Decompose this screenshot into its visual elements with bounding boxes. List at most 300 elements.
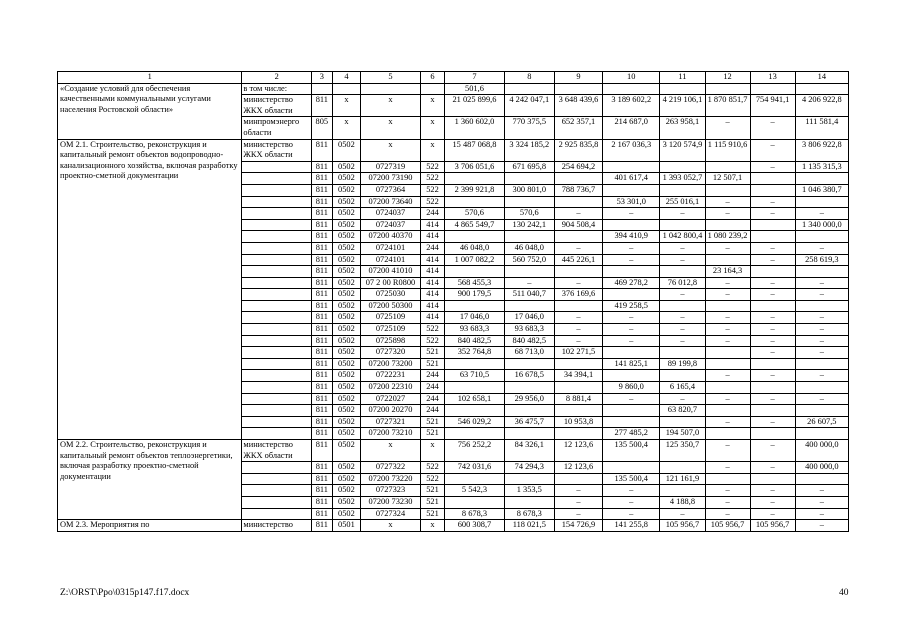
table-cell: 521 — [420, 428, 445, 440]
table-cell: 522 — [420, 161, 445, 173]
table-cell — [504, 496, 554, 508]
table-cell: 0727323 — [361, 485, 420, 497]
table-row — [58, 440, 849, 462]
table-cell: – — [705, 393, 750, 405]
table-row — [58, 83, 849, 95]
table-cell: – — [705, 416, 750, 428]
table-cell: 10 953,8 — [554, 416, 602, 428]
table-cell: 2 399 921,8 — [445, 184, 504, 196]
table-cell: – — [705, 440, 750, 462]
table-cell: 401 617,4 — [603, 173, 660, 185]
table-cell: 12 507,1 — [705, 173, 750, 185]
table-cell: 445 226,1 — [554, 254, 602, 266]
table-cell: 0724101 — [361, 254, 420, 266]
table-cell: 414 — [420, 312, 445, 324]
table-cell — [554, 196, 602, 208]
table-cell: 63 820,7 — [660, 405, 705, 417]
column-number: 11 — [660, 72, 705, 84]
table-cell: 23 164,3 — [705, 266, 750, 278]
table-cell — [705, 347, 750, 359]
table-cell — [504, 266, 554, 278]
table-cell: – — [750, 254, 795, 266]
table-cell: – — [554, 312, 602, 324]
table-cell: 469 278,2 — [603, 277, 660, 289]
table-cell: x — [361, 520, 420, 532]
table-cell: 1 870 851,7 — [705, 95, 750, 117]
executor-cell — [242, 370, 312, 382]
table-cell: 376 169,6 — [554, 289, 602, 301]
table-cell: 0724037 — [361, 219, 420, 231]
table-cell: 0502 — [332, 289, 361, 301]
table-cell: 0502 — [332, 266, 361, 278]
table-cell — [660, 462, 705, 474]
executor-cell — [242, 508, 312, 520]
table-cell — [660, 347, 705, 359]
table-cell — [504, 231, 554, 243]
table-cell: – — [750, 485, 795, 497]
table-cell: – — [795, 508, 848, 520]
column-number: 6 — [420, 72, 445, 84]
table-cell: – — [750, 416, 795, 428]
table-cell: – — [795, 289, 848, 301]
table-cell: 811 — [312, 496, 332, 508]
table-cell: 0502 — [332, 242, 361, 254]
table-cell: – — [750, 440, 795, 462]
table-cell — [504, 173, 554, 185]
table-cell — [504, 405, 554, 417]
program-name: ОМ 2.3. Мероприятия по — [58, 520, 242, 532]
program-name: ОМ 2.1. Строительство, реконструкция и капитальный ремонт объектов водопроводно-канализационного хозяйства, включая разработку проектно-сметной документации — [58, 139, 242, 439]
table-cell — [504, 196, 554, 208]
table-cell: 521 — [420, 508, 445, 520]
column-number: 2 — [242, 72, 312, 84]
table-cell: 3 806 922,8 — [795, 139, 848, 161]
table-cell: 07200 22310 — [361, 382, 420, 394]
table-cell: – — [750, 277, 795, 289]
table-cell: 0502 — [332, 324, 361, 336]
table-cell: – — [603, 393, 660, 405]
table-cell: 521 — [420, 496, 445, 508]
table-cell — [660, 485, 705, 497]
table-cell — [660, 370, 705, 382]
table-cell: 671 695,8 — [504, 161, 554, 173]
table-cell — [660, 416, 705, 428]
table-cell — [705, 405, 750, 417]
table-cell: 0727364 — [361, 184, 420, 196]
table-cell: – — [603, 485, 660, 497]
table-cell — [312, 83, 332, 95]
table-cell — [445, 382, 504, 394]
table-cell: 811 — [312, 312, 332, 324]
executor-cell — [242, 312, 312, 324]
table-cell — [660, 300, 705, 312]
table-cell — [603, 219, 660, 231]
executor-cell — [242, 382, 312, 394]
table-cell: 0502 — [332, 393, 361, 405]
table-cell: 0502 — [332, 485, 361, 497]
table-cell: 214 687,0 — [603, 117, 660, 139]
page-number: 40 — [839, 588, 849, 598]
table-cell: – — [750, 117, 795, 139]
table-cell — [705, 184, 750, 196]
table-cell: x — [420, 95, 445, 117]
table-cell: – — [750, 508, 795, 520]
table-cell — [554, 231, 602, 243]
table-cell: 102 658,1 — [445, 393, 504, 405]
table-cell: – — [705, 485, 750, 497]
table-cell: 4 188,8 — [660, 496, 705, 508]
table-cell: 0722231 — [361, 370, 420, 382]
table-cell: 811 — [312, 347, 332, 359]
table-cell: 4 242 047,1 — [504, 95, 554, 117]
table-cell: 6 165,4 — [660, 382, 705, 394]
table-cell: 1 393 052,7 — [660, 173, 705, 185]
table-cell — [795, 231, 848, 243]
table-cell — [705, 473, 750, 485]
table-cell: 244 — [420, 208, 445, 220]
table-cell: 0724037 — [361, 208, 420, 220]
table-cell: 805 — [312, 117, 332, 139]
table-cell: – — [750, 139, 795, 161]
table-cell — [705, 83, 750, 95]
executor-cell: министерство ЖКХ области — [242, 139, 312, 161]
table-cell — [332, 83, 361, 95]
table-cell: 811 — [312, 428, 332, 440]
table-cell — [445, 428, 504, 440]
program-name: ОМ 2.2. Строительство, реконструкция и капитальный ремонт объектов теплоэнергетики, включая разработку проектно-сметной документации — [58, 440, 242, 520]
table-cell — [660, 83, 705, 95]
table-cell: 141 825,1 — [603, 358, 660, 370]
table-cell: – — [750, 462, 795, 474]
table-cell — [750, 358, 795, 370]
table-cell: 254 694,2 — [554, 161, 602, 173]
executor-cell — [242, 358, 312, 370]
table-cell: 811 — [312, 231, 332, 243]
table-cell: 0502 — [332, 462, 361, 474]
column-number: 3 — [312, 72, 332, 84]
table-cell — [603, 405, 660, 417]
table-cell: 811 — [312, 289, 332, 301]
table-cell: 8 678,3 — [504, 508, 554, 520]
table-cell: – — [603, 335, 660, 347]
table-cell — [795, 405, 848, 417]
executor-cell — [242, 266, 312, 278]
table-cell: x — [361, 139, 420, 161]
table-cell — [603, 83, 660, 95]
table-cell — [750, 300, 795, 312]
column-number: 4 — [332, 72, 361, 84]
table-cell: 900 179,5 — [445, 289, 504, 301]
table-cell: – — [705, 370, 750, 382]
table-cell: 1 080 239,2 — [705, 231, 750, 243]
table-cell: – — [750, 393, 795, 405]
column-number-row — [58, 72, 849, 84]
table-cell: 840 482,5 — [445, 335, 504, 347]
table-cell: – — [660, 508, 705, 520]
table-cell: 34 394,1 — [554, 370, 602, 382]
table-cell: 600 308,7 — [445, 520, 504, 532]
table-cell — [445, 496, 504, 508]
executor-cell — [242, 208, 312, 220]
table-cell: 811 — [312, 416, 332, 428]
table-cell: 0502 — [332, 370, 361, 382]
table-cell — [445, 196, 504, 208]
table-cell: 4 219 106,1 — [660, 95, 705, 117]
executor-cell: минпромэнерго области — [242, 117, 312, 139]
table-cell: 07200 41010 — [361, 266, 420, 278]
table-cell — [750, 266, 795, 278]
table-cell: 84 326,1 — [504, 440, 554, 462]
table-cell: x — [420, 139, 445, 161]
table-cell: 522 — [420, 335, 445, 347]
table-cell: x — [420, 440, 445, 462]
table-cell: 1 360 602,0 — [445, 117, 504, 139]
table-cell: 414 — [420, 289, 445, 301]
table-cell: 0725109 — [361, 312, 420, 324]
table-row — [58, 520, 849, 532]
table-cell: 0502 — [332, 312, 361, 324]
table-cell: 0727319 — [361, 161, 420, 173]
table-cell: 135 500,4 — [603, 473, 660, 485]
table-cell: 414 — [420, 266, 445, 278]
table-cell: 2 925 835,8 — [554, 139, 602, 161]
table-cell: 0502 — [332, 254, 361, 266]
table-cell: 07200 73210 — [361, 428, 420, 440]
table-cell: 568 455,3 — [445, 277, 504, 289]
table-cell: – — [795, 335, 848, 347]
table-cell: 0502 — [332, 358, 361, 370]
table-cell: 9 860,0 — [603, 382, 660, 394]
table-cell: 1 046 380,7 — [795, 184, 848, 196]
table-cell — [750, 405, 795, 417]
table-cell: 76 012,8 — [660, 277, 705, 289]
table-cell: 811 — [312, 473, 332, 485]
table-cell: – — [705, 117, 750, 139]
table-cell: 0502 — [332, 405, 361, 417]
table-cell: 07200 73220 — [361, 473, 420, 485]
table-cell: 0727322 — [361, 462, 420, 474]
table-cell: – — [603, 496, 660, 508]
table-cell: 8 881,4 — [554, 393, 602, 405]
table-cell — [504, 428, 554, 440]
table-cell: 154 726,9 — [554, 520, 602, 532]
table-cell: – — [603, 508, 660, 520]
table-cell: 0502 — [332, 508, 361, 520]
executor-cell — [242, 254, 312, 266]
table-cell: 2 167 036,3 — [603, 139, 660, 161]
table-cell: 1 135 315,3 — [795, 161, 848, 173]
table-cell — [603, 416, 660, 428]
table-cell: 135 500,4 — [603, 440, 660, 462]
table-cell: 560 752,0 — [504, 254, 554, 266]
table-cell: 17 046,0 — [445, 312, 504, 324]
executor-cell — [242, 473, 312, 485]
table-cell — [603, 184, 660, 196]
table-cell: – — [660, 335, 705, 347]
table-cell: 16 678,5 — [504, 370, 554, 382]
table-cell: 105 956,7 — [750, 520, 795, 532]
table-cell: – — [705, 289, 750, 301]
table-cell: – — [603, 312, 660, 324]
executor-cell — [242, 485, 312, 497]
table-cell: 12 123,6 — [554, 440, 602, 462]
table-cell: – — [795, 312, 848, 324]
table-cell — [705, 254, 750, 266]
table-cell: 811 — [312, 173, 332, 185]
executor-cell — [242, 405, 312, 417]
table-cell: 3 189 602,2 — [603, 95, 660, 117]
table-cell: 07200 20270 — [361, 405, 420, 417]
table-cell: – — [750, 347, 795, 359]
table-cell: 501,6 — [445, 83, 504, 95]
table-cell — [603, 347, 660, 359]
table-cell: 811 — [312, 196, 332, 208]
table-cell: x — [332, 95, 361, 117]
table-cell: – — [705, 196, 750, 208]
table-cell: 0502 — [332, 473, 361, 485]
table-cell: 522 — [420, 473, 445, 485]
table-cell: 770 375,5 — [504, 117, 554, 139]
table-cell: 300 801,0 — [504, 184, 554, 196]
table-cell: 400 000,0 — [795, 462, 848, 474]
table-cell: 1 007 082,2 — [445, 254, 504, 266]
table-cell: 0502 — [332, 277, 361, 289]
table-cell: 521 — [420, 347, 445, 359]
table-cell: – — [795, 496, 848, 508]
table-cell: – — [705, 335, 750, 347]
table-cell: – — [750, 370, 795, 382]
table-cell: – — [660, 324, 705, 336]
table-cell: 0502 — [332, 219, 361, 231]
table-cell: – — [603, 254, 660, 266]
table-cell: – — [795, 208, 848, 220]
table-cell: – — [603, 208, 660, 220]
executor-cell — [242, 277, 312, 289]
program-name: «Создание условий для обеспечения качественными коммунальными услугами населения Ростовской области» — [58, 83, 242, 139]
table-cell: 102 271,5 — [554, 347, 602, 359]
table-cell: x — [361, 440, 420, 462]
table-cell — [795, 83, 848, 95]
table-row — [58, 139, 849, 161]
table-cell: 07200 73640 — [361, 196, 420, 208]
table-cell: – — [554, 496, 602, 508]
table-cell: 244 — [420, 393, 445, 405]
table-cell: – — [603, 242, 660, 254]
table-cell: 811 — [312, 405, 332, 417]
table-cell: 12 123,6 — [554, 462, 602, 474]
table-cell: x — [420, 520, 445, 532]
table-cell: 0501 — [332, 520, 361, 532]
table-cell: – — [750, 324, 795, 336]
table-cell — [750, 83, 795, 95]
table-cell — [750, 231, 795, 243]
table-cell: 93 683,3 — [445, 324, 504, 336]
table-cell: – — [504, 277, 554, 289]
table-cell: 0502 — [332, 139, 361, 161]
table-cell: 0502 — [332, 347, 361, 359]
table-cell: – — [554, 277, 602, 289]
table-cell: 07 2 00 R0800 — [361, 277, 420, 289]
budget-table — [57, 71, 849, 532]
executor-cell — [242, 184, 312, 196]
table-cell — [660, 161, 705, 173]
table-cell: 194 507,0 — [660, 428, 705, 440]
table-cell: 511 040,7 — [504, 289, 554, 301]
executor-cell — [242, 161, 312, 173]
table-cell: 522 — [420, 173, 445, 185]
table-cell — [554, 300, 602, 312]
table-cell: 244 — [420, 405, 445, 417]
column-number: 8 — [504, 72, 554, 84]
table-cell: – — [705, 242, 750, 254]
table-cell: 811 — [312, 520, 332, 532]
table-cell: 111 581,4 — [795, 117, 848, 139]
table-cell: 811 — [312, 242, 332, 254]
table-cell: 89 199,8 — [660, 358, 705, 370]
table-cell: 0502 — [332, 440, 361, 462]
table-cell: 4 206 922,8 — [795, 95, 848, 117]
table-cell: 15 487 068,8 — [445, 139, 504, 161]
table-cell: 36 475,7 — [504, 416, 554, 428]
table-cell: 0502 — [332, 196, 361, 208]
table-cell: 263 958,1 — [660, 117, 705, 139]
table-cell — [705, 428, 750, 440]
table-cell — [705, 161, 750, 173]
column-number: 10 — [603, 72, 660, 84]
table-cell: – — [554, 242, 602, 254]
table-cell — [795, 473, 848, 485]
table-cell — [445, 473, 504, 485]
table-cell: – — [750, 289, 795, 301]
table-cell: – — [660, 254, 705, 266]
table-cell: – — [705, 208, 750, 220]
table-cell: 414 — [420, 300, 445, 312]
table-cell: 394 410,9 — [603, 231, 660, 243]
file-path: Z:\ORST\Ppo\0315p147.f17.docx — [60, 588, 190, 598]
table-cell: – — [554, 208, 602, 220]
table-cell: 811 — [312, 440, 332, 462]
table-cell: 811 — [312, 358, 332, 370]
table-cell: 0502 — [332, 382, 361, 394]
table-cell — [750, 473, 795, 485]
table-cell — [705, 219, 750, 231]
table-cell: – — [660, 393, 705, 405]
executor-cell: министерство — [242, 520, 312, 532]
table-cell: 46 048,0 — [445, 242, 504, 254]
table-cell — [554, 382, 602, 394]
table-cell — [660, 266, 705, 278]
table-cell — [554, 428, 602, 440]
table-cell: 400 000,0 — [795, 440, 848, 462]
table-cell: 570,6 — [445, 208, 504, 220]
table-cell: 63 710,5 — [445, 370, 504, 382]
table-cell — [750, 428, 795, 440]
table-cell: 811 — [312, 393, 332, 405]
table-cell: – — [795, 370, 848, 382]
table-cell — [504, 300, 554, 312]
table-cell — [420, 83, 445, 95]
column-number: 13 — [750, 72, 795, 84]
table-cell: 0727324 — [361, 508, 420, 520]
table-cell: – — [554, 324, 602, 336]
table-cell: 522 — [420, 184, 445, 196]
table-cell: 0727320 — [361, 347, 420, 359]
executor-cell — [242, 242, 312, 254]
executor-cell — [242, 289, 312, 301]
table-cell: 0502 — [332, 208, 361, 220]
table-cell: 0502 — [332, 416, 361, 428]
table-cell: – — [705, 312, 750, 324]
